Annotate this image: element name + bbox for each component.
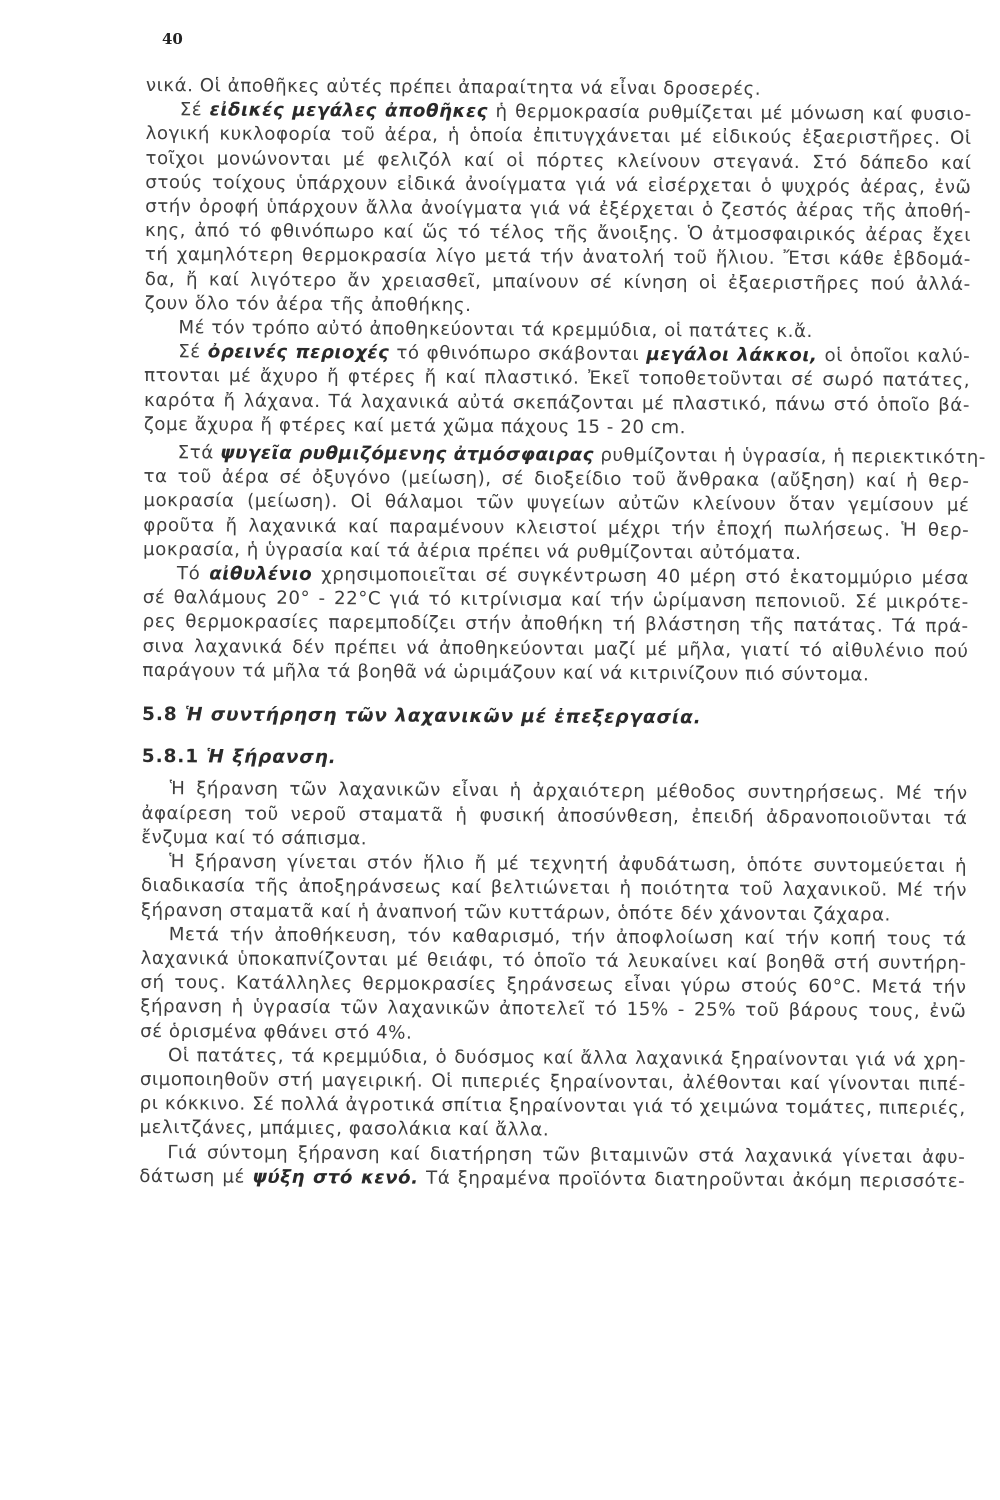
text-line: ἔνζυμα καί τό σάπισμα. [141, 826, 368, 850]
text-line: Γιά σύντομη ξήρανση καί διατήρηση τῶν βιταμινῶν στά λαχανικά γίνεται ἀφυ- [167, 1141, 966, 1168]
text-line: ρι κόκκινο. Σέ πολλά ἀγροτικά σπίτια ξηραίνονται γιά τό χειμώνα τομάτες, πιπεριές, [139, 1093, 966, 1120]
text-line: ζουν ὅλο τόν ἀέρα τῆς ἀποθήκης. [144, 292, 472, 316]
text-line: καρότα ἤ λάχανα. Τά λαχανικά αὐτά σκεπάζονται μέ πλαστικό, πάνω στό ὁποῖο βά- [143, 389, 971, 416]
text-line: κης, ἀπό τό φθινόπωρο καί ὥς τό τέλος τῆς ἄνοιξης. Ὁ ἀτμοσφαιρικός ἀέρας ἔχει [144, 220, 972, 247]
text-line: σέ θαλάμους 20° - 22°C γιά τό κιτρίνισμα καί τήν ὡρίμανση πεπονιοῦ. Σέ μικρότε- [142, 587, 969, 614]
text-line: σέ ὁρισμένα φθάνει στό 4%. [140, 1020, 413, 1044]
text-line: λαχανικά ὑποκαπνίζονται μέ θειάφι, τό ὁποῖο τά λευκαίνει καί βοηθᾶ στή συντήρη- [140, 947, 967, 974]
text-line: μελιτζάνες, μπάμιες, φασολάκια καί ἄλλα. [139, 1117, 550, 1141]
subsection-number: 5.8.1 [141, 746, 207, 768]
text-line: νικά. Οἱ ἀποθῆκες αὐτές πρέπει ἀπαραίτητα νά εἶναι δροσερές. [145, 74, 762, 100]
text-line: Σέ εἰδικές μεγάλες ἀποθῆκες ἡ θερμοκρασία ρυθμίζεται μέ μόνωση καί φυσιο- [179, 99, 972, 126]
text-line: Ἡ ξήρανση τῶν λαχανικῶν εἶναι ἡ ἀρχαιότερη μέθοδος συντηρήσεως. Μέ τήν [169, 778, 968, 805]
text-line: ζομε ἄχυρα ἤ φτέρες καί μετά χῶμα πάχους 15 - 20 cm. [143, 413, 687, 439]
text-line: ἀφαίρεση τοῦ νεροῦ σταματᾶ ἡ φυσική ἀποσύνθεση, ἐπειδή ἀδρανοποιοῦνται τά [141, 802, 968, 829]
text-line: Ἡ ξήρανση γίνεται στόν ἥλιο ἤ μέ τεχνητή ἀφυδάτωση, ὁπότε συντομεύεται ἡ [169, 851, 968, 878]
text-line: ρες θερμοκρασίες παρεμποδίζει στήν ἀποθήκη τή βλάστηση τῆς πατάτας. Τά πρά- [142, 611, 969, 638]
text-line: Οἱ πατάτες, τά κρεμμύδια, ὁ δυόσμος καί ἄλλα λαχανικά ξηραίνονται γιά νά χρη- [167, 1044, 967, 1071]
subsection-title: Ἡ ξήρανση. [206, 746, 337, 769]
text-line: Μέ τόν τρόπο αὐτό ἀποθηκεύονται τά κρεμμύδια, οἱ πατάτες κ.ἄ. [178, 317, 813, 343]
section-heading [142, 703, 968, 732]
emphasis-term: ψύξη στό κενό. [252, 1166, 419, 1189]
text-line: δα, ἤ καί λιγότερο ἄν χρειασθεῖ, μπαίνουν σέ κίνηση οἱ ἐξαεριστῆρες πού ἀλλά- [144, 268, 971, 295]
text-line: ξήρανση σταματᾶ καί ἡ ἀναπνοή τῶν κυττάρων, ὁπότε δέν χάνονται ζάχαρα. [140, 899, 891, 926]
text-line: σιμοποιηθοῦν στή μαγειρική. Οἱ πιπεριές ξηραίνονται, ἀλέθονται καί γίνονται πιπέ- [139, 1068, 966, 1095]
subsection-heading [142, 745, 968, 774]
body-text [139, 74, 986, 1194]
text-line: Σέ ὀρεινές περιοχές τό φθινόπωρο σκάβονται μεγάλοι λάκκοι, οἱ ὁποῖοι καλύ- [178, 341, 971, 368]
emphasis-term: ψυγεῖα ρυθμιζόμενης ἀτμόσφαιρας [220, 442, 595, 466]
text-line: μοκρασία (μείωση). Οἱ θάλαμοι τῶν ψυγείων αὐτῶν κλείνουν ὅταν γεμίσουν μέ [143, 490, 970, 517]
text-line: φροῦτα ἤ λαχανικά καί παραμένουν κλειστοί μέχρι τήν ἐποχή πωλήσεως. Ἡ θερ- [143, 514, 970, 541]
text-line: διαδικασία τῆς ἀποξηράνσεως καί βελτιώνεται ἡ ποιότητα τοῦ λαχανικοῦ. Μέ τήν [140, 875, 968, 902]
text-line: τοῖχοι μονώνονται μέ φελιζόλ καί οἱ πόρτες κλείνουν στεγανά. Στό δάπεδο καί [145, 147, 972, 174]
text-line: τα τοῦ ἀέρα σέ ὀξυγόνο (μείωση), σέ διοξείδιο τοῦ ἄνθρακα (αὔξηση) καί ἡ θερ- [143, 466, 970, 493]
text-line: λογική κυκλοφορία τοῦ ἀέρα, ἡ ὁποία ἐπιτυγχάνεται μέ εἰδικούς ἐξαεριστῆρες. Οἱ [145, 123, 972, 150]
page-number: 40 [162, 30, 183, 48]
text-line: ξήρανση ἡ ὑγρασία τῶν λαχανικῶν ἀποτελεῖ τό 15% - 25% τοῦ βάρους τους, ἐνῶ [140, 996, 967, 1023]
text-line: στούς τοίχους ὑπάρχουν εἰδικά ἀνοίγματα γιά νά εἰσέρχεται ὁ ψυχρός ἀέρας, ἐνῶ [145, 171, 972, 198]
section-title: Ἡ συντήρηση τῶν λαχανικῶν μέ ἐπεξεργασία. [184, 704, 702, 729]
text-line: μοκρασία, ἡ ὑγρασία καί τά ἀέρια πρέπει νά ρυθμίζονται αὐτόματα. [143, 538, 802, 564]
text-line: Τό αἰθυλένιο χρησιμοποιεῖται σέ συγκέντρωση 40 μέρη στό ἑκατομμύριο μέσα [176, 563, 969, 590]
emphasis-term: ὀρεινές περιοχές [207, 341, 390, 364]
text-line: Μετά τήν ἀποθήκευση, τόν καθαρισμό, τήν ἀποφλοίωση καί τήν κοπή τους τά [168, 923, 967, 950]
emphasis-term: αἰθυλένιο [209, 563, 313, 586]
text-line: σή τους. Κατάλληλες θερμοκρασίες ξηράνσεως εἶναι γύρω στούς 60°C. Μετά τήν [140, 972, 967, 999]
text-line: δάτωση μέ ψύξη στό κενό. Τά ξηραμένα προϊόντα διατηροῦνται ἀκόμη περισσότε- [139, 1165, 966, 1192]
text-line: τή χαμηλότερη θερμοκρασία λίγο μετά τήν ἀνατολή τοῦ ἥλιου. Ἔτσι κάθε ἑβδομά- [144, 244, 971, 271]
section-number: 5.8 [142, 704, 185, 726]
text-line: παράγουν τά μῆλα τά βοηθᾶ νά ὡριμάζουν καί νά κιτρινίζουν πιό σύντομα. [142, 659, 870, 686]
emphasis-term: εἰδικές μεγάλες ἀποθῆκες [209, 99, 489, 123]
text-line: σινα λαχανικά δέν πρέπει νά ἀποθηκεύονται μαζί μέ μῆλα, γιατί τό αἰθυλένιο πού [142, 635, 969, 662]
text-line: Στά ψυγεῖα ρυθμιζόμενης ἀτμόσφαιρας ρυθμίζονται ἡ ὑγρασία, ἡ περιεκτικότη- [177, 442, 986, 469]
text-line: στήν ὀροφή ὑπάρχουν ἄλλα ἀνοίγματα γιά νά ἐξέρχεται ὁ ζεστός ἀέρας τῆς ἀποθή- [145, 196, 972, 223]
emphasis-term: μεγάλοι λάκκοι, [646, 344, 818, 367]
text-line: πτονται μέ ἄχυρο ἤ φτέρες ἤ καί πλαστικό. Ἐκεῖ τοποθετοῦνται σέ σωρό πατάτες, [144, 365, 971, 392]
